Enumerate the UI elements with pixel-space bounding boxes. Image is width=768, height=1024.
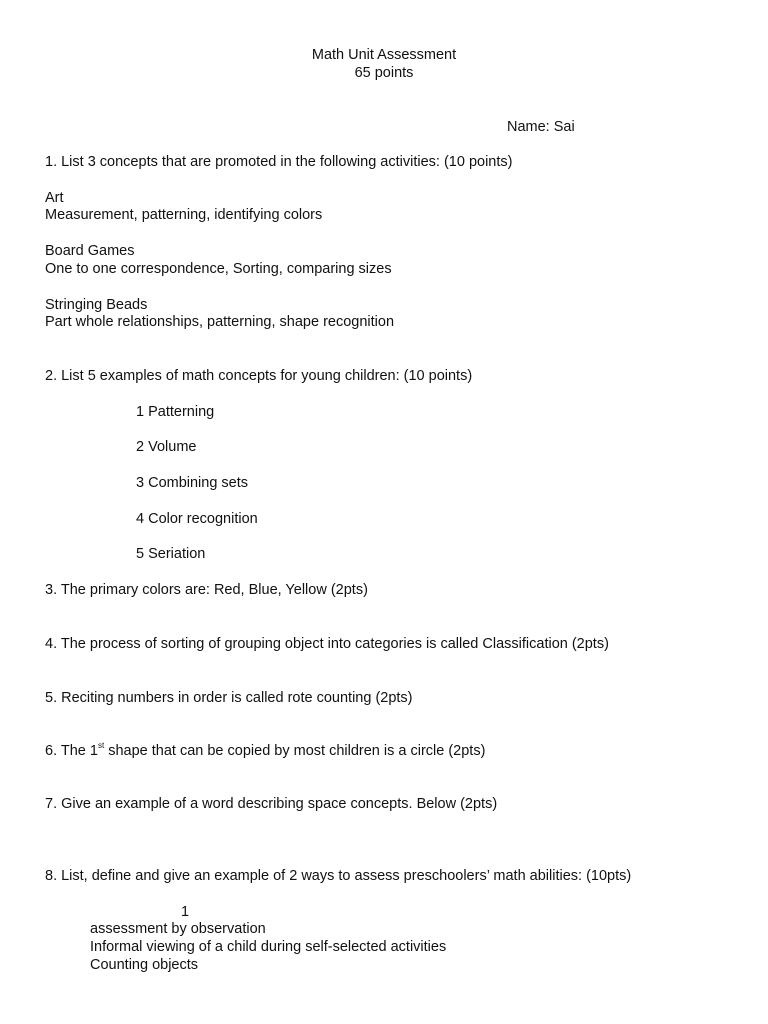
question-7: 7. Give an example of a word describing space concepts. Below (2pts) <box>45 796 498 812</box>
question-5: 5. Reciting numbers in order is called rote counting (2pts) <box>45 690 413 706</box>
q1-activity-stringing-beads: Stringing Beads <box>45 297 148 313</box>
q6-text-after: shape that can be copied by most children is a circle (2pts) <box>104 743 486 759</box>
q2-item-5: 5 Seriation <box>136 546 206 562</box>
q1-answer-stringing-beads: Part whole relationships, patterning, shape recognition <box>45 314 395 330</box>
question-3: 3. The primary colors are: Red, Blue, Yellow (2pts) <box>45 582 368 598</box>
question-4: 4. The process of sorting of grouping object into categories is called Classification (2pts) <box>45 636 609 652</box>
student-name: Name: Sai <box>507 119 575 135</box>
q8-line-3: Counting objects <box>90 957 199 973</box>
q1-activity-art: Art <box>45 190 64 206</box>
q8-item-number: 1 <box>181 904 190 920</box>
question-8-prompt: 8. List, define and give an example of 2 ways to assess preschoolers’ math abilities: (10pts) <box>45 868 632 884</box>
q8-line-2: Informal viewing of a child during self-selected activities <box>90 939 447 955</box>
q1-answer-art: Measurement, patterning, identifying colors <box>45 207 323 223</box>
question-1-prompt: 1. List 3 concepts that are promoted in the following activities: (10 points) <box>45 154 513 170</box>
total-points: 65 points <box>354 65 414 81</box>
question-2-prompt: 2. List 5 examples of math concepts for young children: (10 points) <box>45 368 473 384</box>
q1-answer-board-games: One to one correspondence, Sorting, comparing sizes <box>45 261 392 277</box>
q2-item-2: 2 Volume <box>136 439 197 455</box>
q6-superscript: st <box>97 741 105 751</box>
q1-activity-board-games: Board Games <box>45 243 135 259</box>
q2-item-1: 1 Patterning <box>136 404 215 420</box>
document-title: Math Unit Assessment <box>311 47 457 63</box>
q8-line-1: assessment by observation <box>90 921 266 937</box>
q2-item-4: 4 Color recognition <box>136 511 258 527</box>
q2-item-3: 3 Combining sets <box>136 475 249 491</box>
question-6 <box>45 743 485 760</box>
q6-text-before: 6. The 1 <box>45 743 98 759</box>
